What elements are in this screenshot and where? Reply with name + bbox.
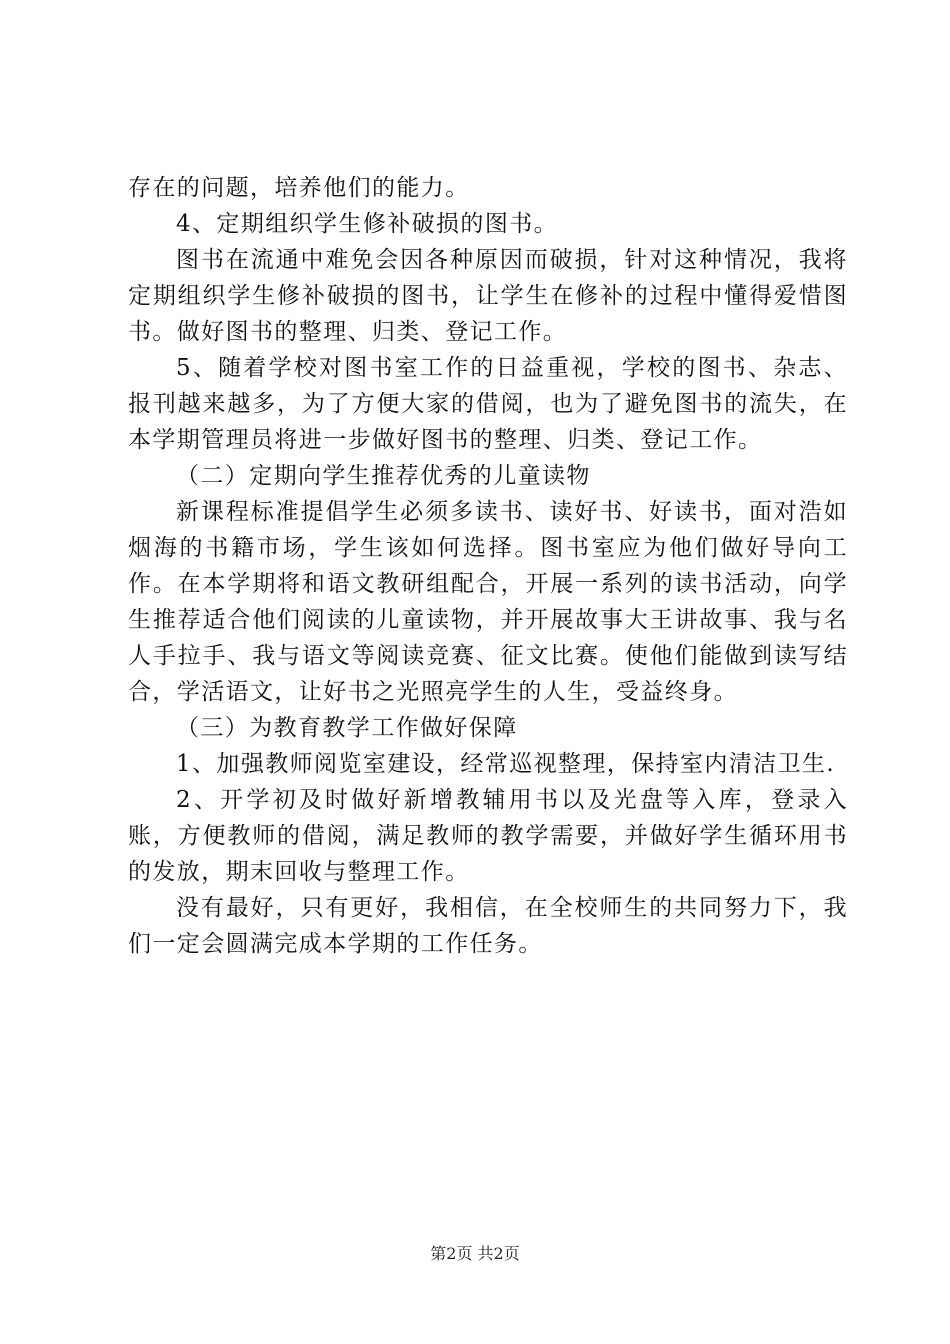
closing-paragraph: 没有最好，只有更好，我相信，在全校师生的共同努力下，我们一定会圆满完成本学期的工作任务。 [128,895,848,957]
paragraph-reading-recommend: 新课程标准提倡学生必须多读书、读好书、好读书，面对浩如烟海的书籍市场，学生该如何选择。图书室应为他们做好导向工作。在本学期将和语文教研组配合，开展一系列的读书活动，向学生推荐适合他们阅读的儿童读物，并开展故事大王讲故事、我与名人手拉手、我与语文等阅读竞赛、征文比赛。使他们能做到读写结合，学活语文，让好书之光照亮学生的人生，受益终身。 [128,499,848,705]
paragraph-book-repair: 图书在流通中难免会因各种原因而破损，针对这种情况，我将定期组织学生修补破损的图书，让学生在修补的过程中懂得爱惜图书。做好图书的整理、归类、登记工作。 [128,247,848,345]
item-4-heading: 4、定期组织学生修补破损的图书。 [176,211,559,237]
section-2-heading: （二）定期向学生推荐优秀的儿童读物 [176,463,591,489]
item-2-paragraph: 2、开学初及时做好新增教辅用书以及光盘等入库，登录入账，方便教师的借阅，满足教师的教学需要，并做好学生循环用书的发放，期末回收与整理工作。 [128,787,848,885]
paragraph-continuation: 存在的问题，培养他们的能力。 [128,175,470,201]
document-body [128,170,848,962]
section-3-heading: （三）为教育教学工作做好保障 [176,715,518,741]
page-footer: 第2页 共2页 [430,1244,520,1263]
item-5-paragraph: 5、随着学校对图书室工作的日益重视，学校的图书、杂志、报刊越来越多，为了方便大家的借阅，也为了避免图书的流失，在本学期管理员将进一步做好图书的整理、归类、登记工作。 [128,355,848,453]
item-1-paragraph: 1、加强教师阅览室建设，经常巡视整理，保持室内清洁卫生. [176,751,836,777]
